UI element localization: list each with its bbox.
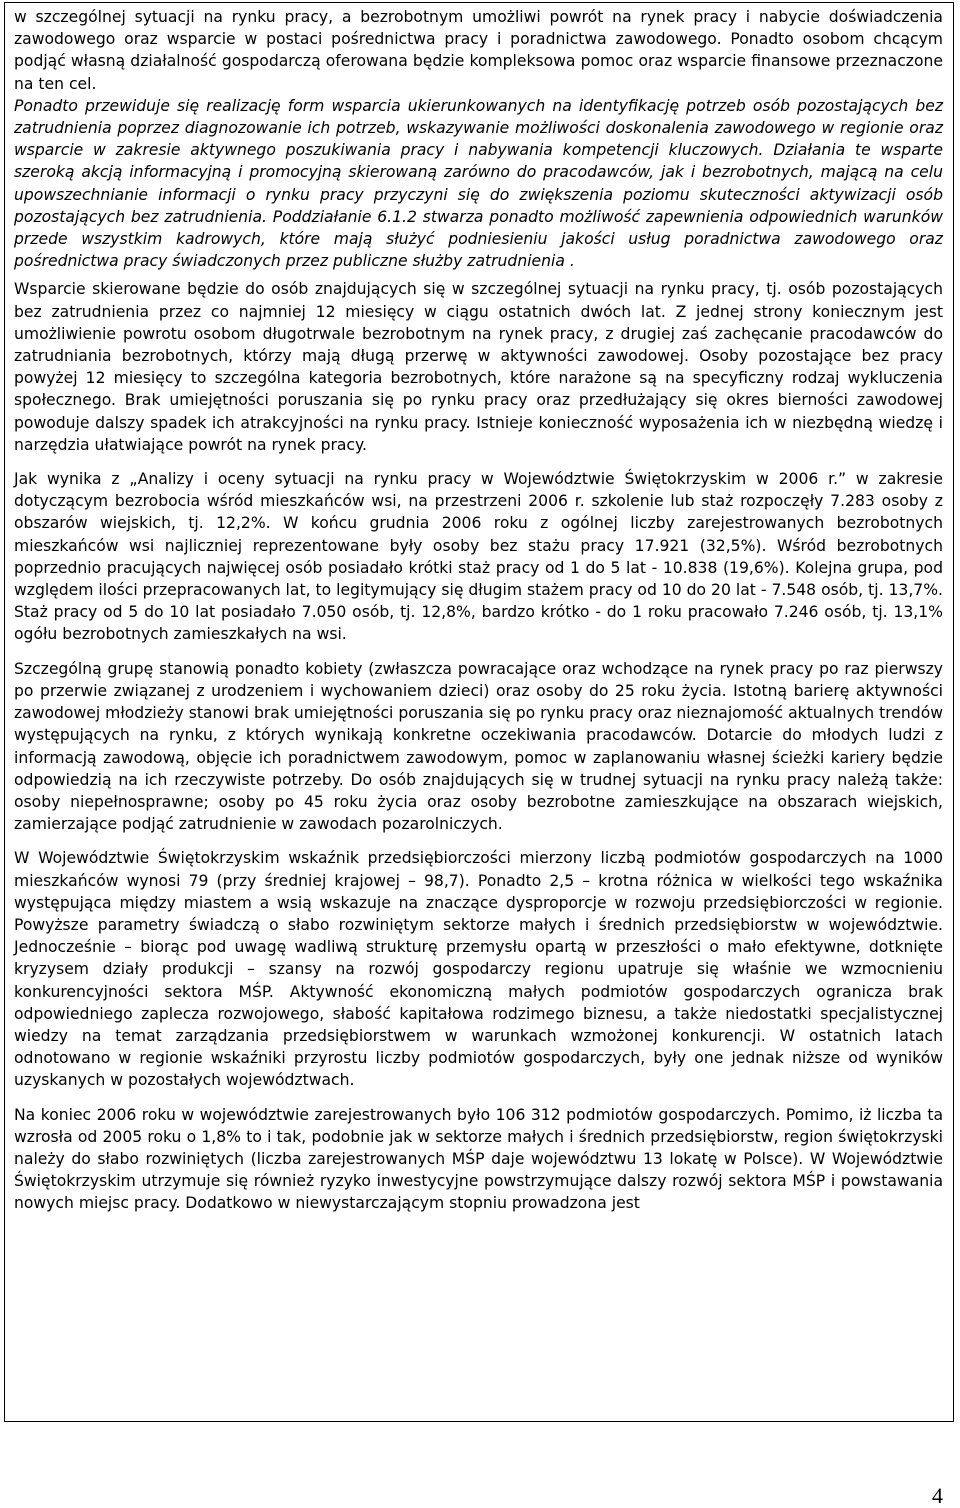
paragraph-4: Jak wynika z „Analizy i oceny sytuacji na rynku pracy w Województwie Świętokrzyskim w 2006 r.” w zakresie dotyczącym bezrobocia wśród mieszkańców wsi, na przestrzeni 2006 r. szkolenie lub staż rozpoczęły 7.283 osoby z obszarów wiejskich, tj. 12,2%. W końcu grudnia 2006 roku z ogólnej liczby zarejestrowanych bezrobotnych mieszkańców wsi najliczniej reprezentowane były osoby bez stażu pracy 17.921 (32,5%). Wśród bezrobotnych poprzednio pracujących najwięcej osób posiadało krótki staż pracy od 1 do 5 lat - 10.838 (19,6%). Kolejna grupa, pod względem ilości przepracowanych lat, to legitymujący się długim stażem pracy od 10 do 20 lat - 7.548 osób, tj. 13,7%. Staż pracy od 5 do 10 lat posiadało 7.050 osób, tj. 12,8%, bardzo krótko - do 1 roku pracowało 7.246 osób, tj. 13,1% ogółu bezrobotnych zamieszkałych na wsi. [14, 470, 943, 644]
page-content-frame [4, 2, 954, 1422]
paragraph-1: w szczególnej sytuacji na rynku pracy, a bezrobotnym umożliwi powrót na rynek pracy i nabycie doświadczenia zawodowego oraz wsparcie w postaci pośrednictwa pracy i poradnictwa zawodowego. Ponadto osobom chcącym podjąć własną działalność gospodarczą oferowana będzie kompleksowa pomoc oraz wsparcie finansowe przeznaczone na ten cel. [14, 8, 943, 93]
page-number: 4 [932, 1483, 943, 1508]
paragraph-5: Szczególną grupę stanowią ponadto kobiety (zwłaszcza powracające oraz wchodzące na rynek pracy po raz pierwszy po przerwie związanej z urodzeniem i wychowaniem dzieci) oraz osoby do 25 roku życia. Istotną barierę aktywności zawodowej młodzieży stanowi brak umiejętności poruszania się po rynku pracy oraz nieznajomość aktualnych trendów występujących na rynku, z których wynikają konkretne oczekiwania pracodawców. Dotarcie do młodych ludzi z informacją zawodową, objęcie ich poradnictwem zawodowym, pomoc w zaplanowaniu własnej ścieżki kariery będzie odpowiedzią na ich rzeczywiste potrzeby. Do osób znajdujących się w trudnej sytuacji na rynku pracy należą także: osoby niepełnosprawne; osoby po 45 roku życia oraz osoby bezrobotne zamieszkujące na obszarach wiejskich, zamierzające podjąć zatrudnienie w zawodach pozarolniczych. [14, 659, 943, 834]
paragraph-2: Ponadto przewiduje się realizację form wsparcia ukierunkowanych na identyfikację potrzeb osób pozostających bez zatrudnienia poprzez diagnozowanie ich potrzeb, wskazywanie możliwości doskonalenia zawodowego w regionie oraz wsparcie w zakresie aktywnego poszukiwania pracy i nabywania kompetencji kluczowych. Działania te wsparte szeroką akcją informacyjną i promocyjną skierowaną zarówno do pracodawców, jak i bezrobotnych, mającą na celu upowszechnianie informacji o rynku pracy przyczyni się do zwiększenia poziomu skuteczności aktywizacji osób pozostających bez zatrudnienia. Poddziałanie 6.1.2 stwarza ponadto możliwość zapewnienia odpowiednich warunków przede wszystkim kadrowych, które mają służyć podniesieniu jakości usług poradnictwa zawodowego oraz pośrednictwa pracy świadczonych przez publiczne służby zatrudnienia . [14, 96, 943, 271]
paragraph-3: Wsparcie skierowane będzie do osób znajdujących się w szczególnej sytuacji na rynku pracy, tj. osób pozostających bez zatrudnienia przez co najmniej 12 miesięcy w ciągu ostatnich dwóch lat. Z jednej strony koniecznym jest umożliwienie powrotu osobom długotrwale bezrobotnym na rynek pracy, z drugiej zaś zachęcanie pracodawców do zatrudniania bezrobotnych, którzy mają długą przerwę w aktywności zawodowej. Osoby pozostające bez pracy powyżej 12 miesięcy to szczególna kategoria bezrobotnych, które narażone są na specyficzny rodzaj wykluczenia społecznego. Brak umiejętności poruszania się po rynku pracy oraz przedłużający się okres bierności zawodowej powoduje dalszy spadek ich atrakcyjności na rynku pracy. Istnieje konieczność wyposażenia ich w niezbędną wiedzę i narzędzia ułatwiające powrót na rynek pracy. [14, 280, 943, 454]
paragraph-6: W Województwie Świętokrzyskim wskaźnik przedsiębiorczości mierzony liczbą podmiotów gospodarczych na 1000 mieszkańców wynosi 79 (przy średniej krajowej – 98,7). Ponadto 2,5 – krotna różnica w wielkości tego wskaźnika występująca między miastem a wsią wskazuje na znaczące dysproporcje w rozwoju przedsiębiorczości w regionie. Powyższe parametry świadczą o słabo rozwiniętym sektorze małych i średnich przedsiębiorstw w województwie. Jednocześnie – biorąc pod uwagę wadliwą strukturę przemysłu opartą w przeszłości o mało efektywne, dotknięte kryzysem działy produkcji – szansy na rozwój gospodarczy regionu upatruje się właśnie we wzmocnieniu konkurencyjności sektora MŚP. Aktywność ekonomiczną małych podmiotów gospodarczych ogranicza brak odpowiedniego zaplecza rozwojowego, słabość kapitałowa rodzimego biznesu, a także niedostatki specjalistycznej wiedzy na temat zarządzania przedsiębiorstwem w warunkach wzmożonej konkurencji. W ostatnich latach odnotowano w regionie wskaźniki przyrostu liczby podmiotów gospodarczych, były one jednak niższe od wyników uzyskanych w pozostałych województwach. [14, 849, 943, 1090]
paragraph-7: Na koniec 2006 roku w województwie zarejestrowanych było 106 312 podmiotów gospodarczych. Pomimo, iż liczba ta wzrosła od 2005 roku o 1,8% to i tak, podobnie jak w sektorze małych i średnich przedsiębiorstw, region świętokrzyski należy do słabo rozwiniętych (liczba zarejestrowanych MŚP daje województwu 13 lokatę w Polsce). W Województwie Świętokrzyskim utrzymuje się również ryzyko inwestycyjne powstrzymujące dalszy rozwój sektora MŚP i powstawania nowych miejsc pracy. Dodatkowo w niewystarczającym stopniu prowadzona jest [14, 1105, 943, 1213]
